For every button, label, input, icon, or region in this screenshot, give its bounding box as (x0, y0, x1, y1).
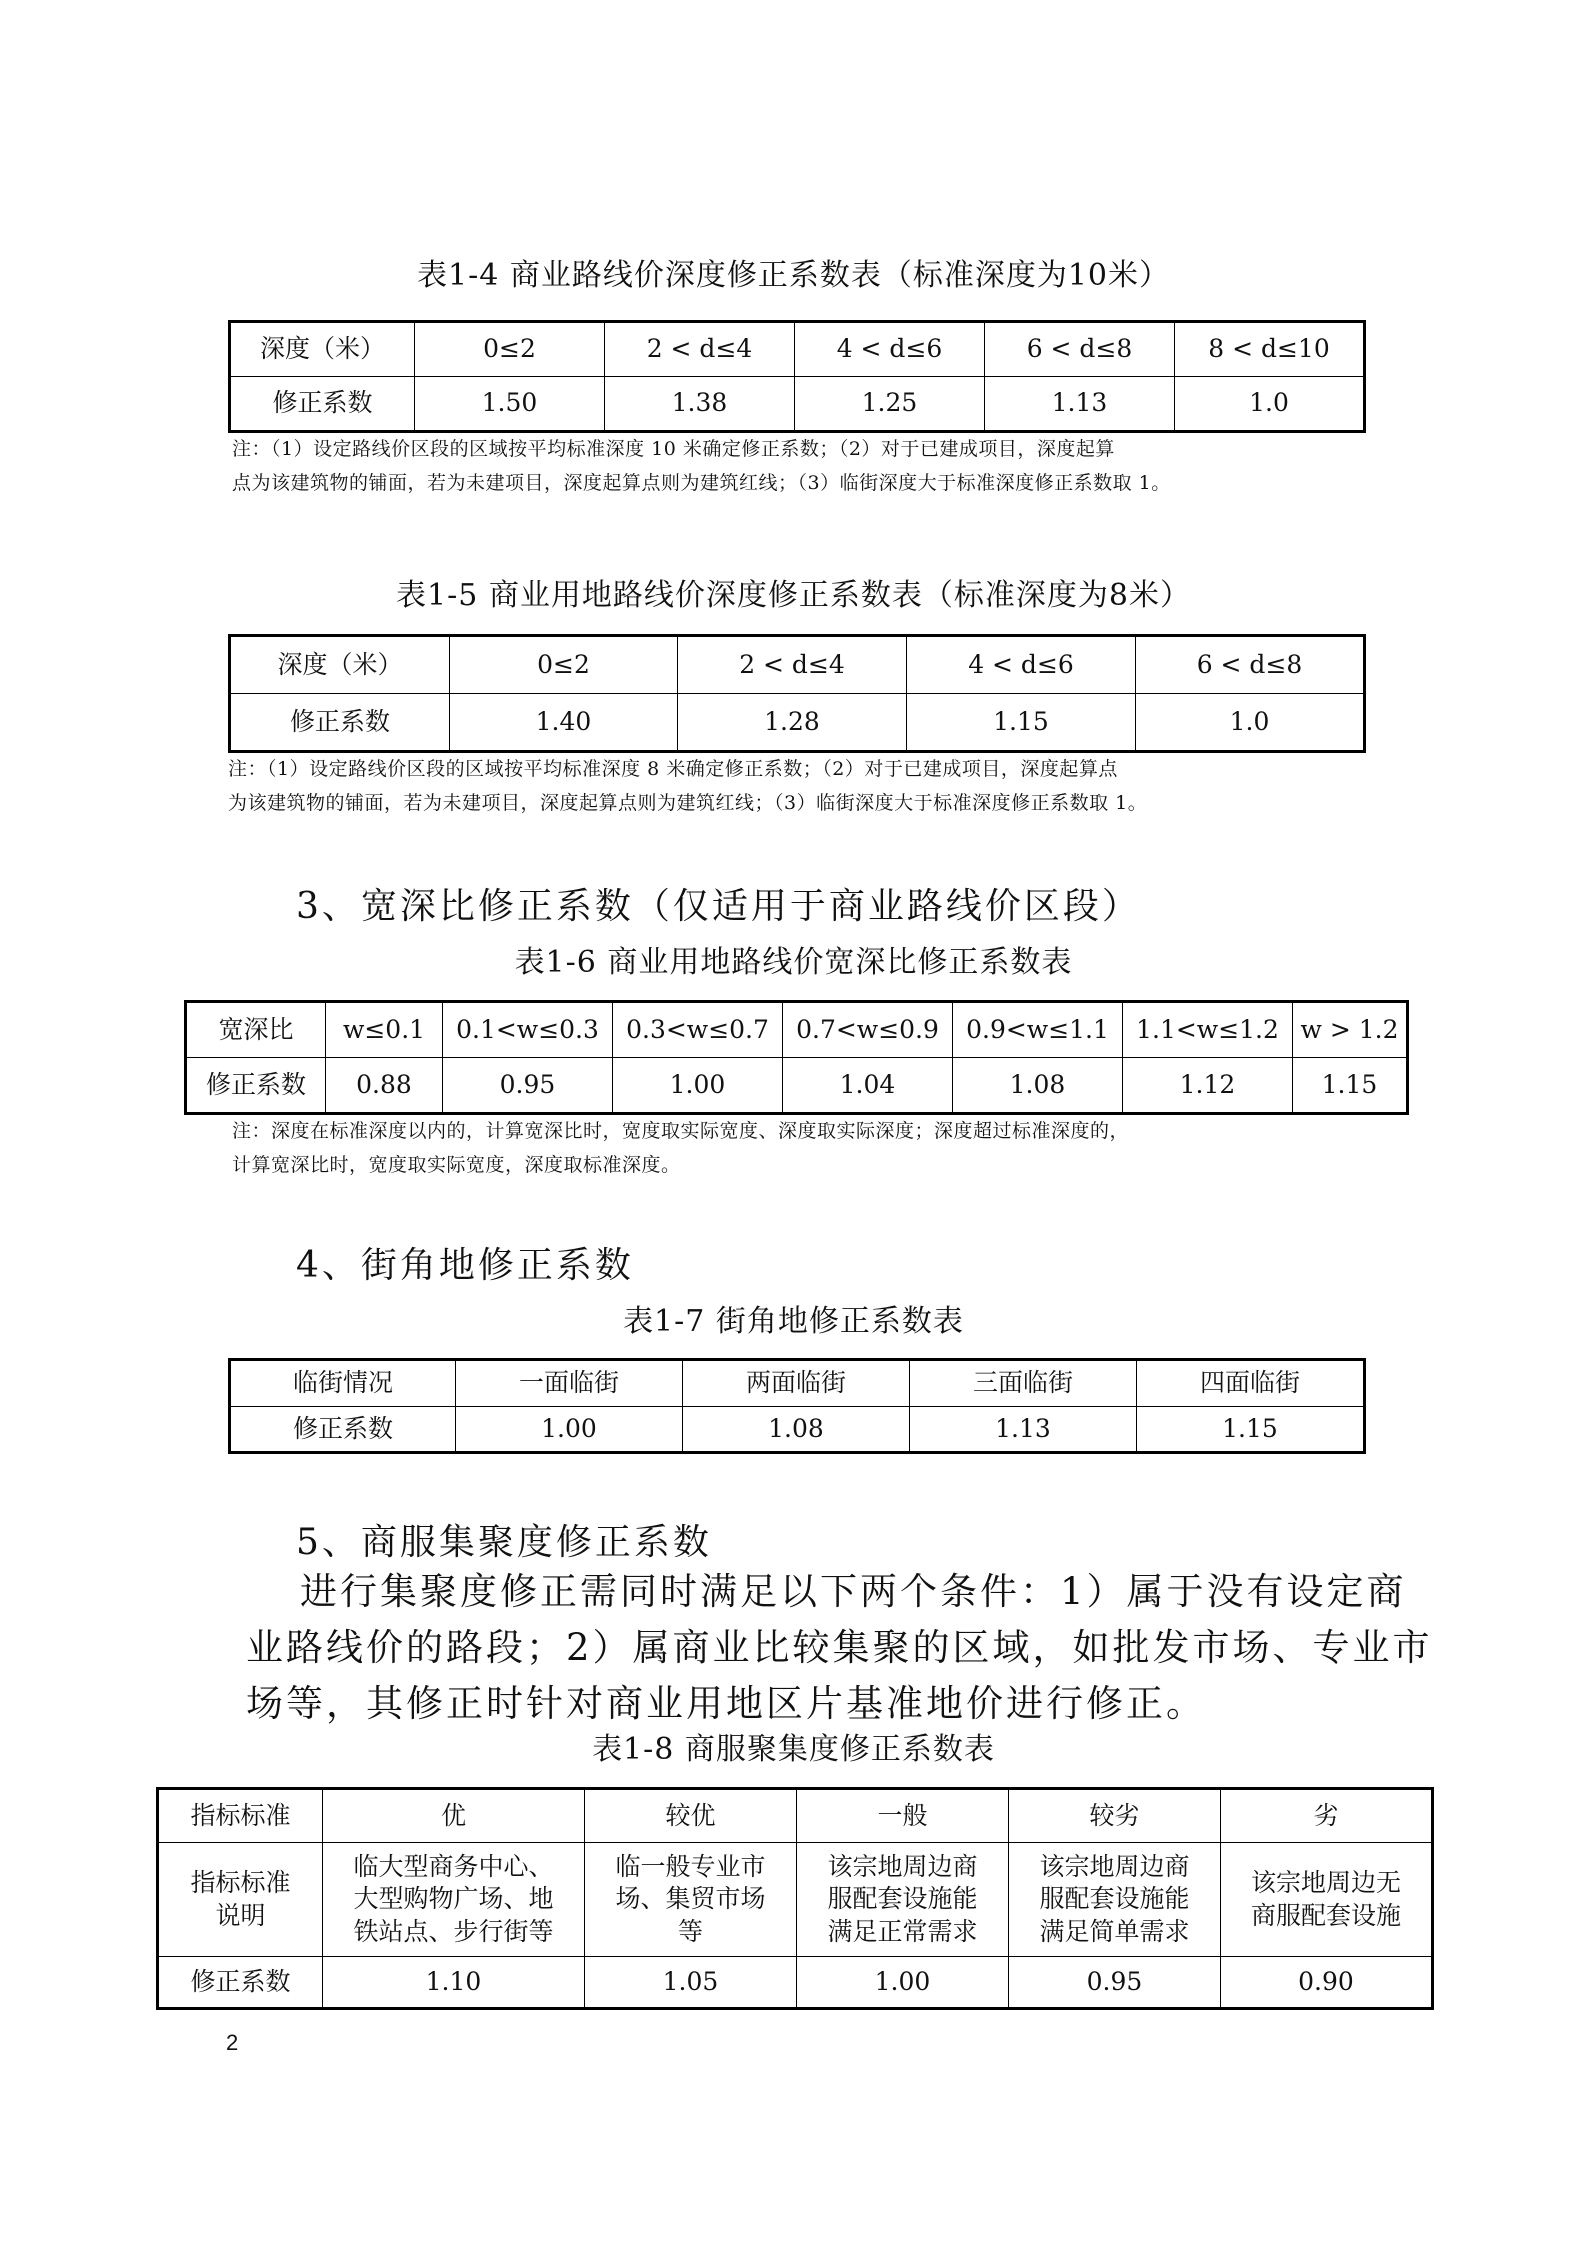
table-cell: 临街情况 (230, 1360, 456, 1407)
note-line: 为该建筑物的铺面，若为未建项目，深度起算点则为建筑红线；（3）临街深度大于标准深度修正系数取 1。 (228, 792, 1148, 814)
note-line: 点为该建筑物的铺面，若为未建项目，深度起算点则为建筑红线；（3）临街深度大于标准深度修正系数取 1。 (232, 472, 1171, 494)
table-cell: 一面临街 (456, 1360, 683, 1407)
cell-line: 临大型商务中心、 (353, 1851, 554, 1881)
table-cell: 1.00 (456, 1406, 683, 1453)
table-1-8 (156, 1787, 1434, 2010)
table-cell: 1.15 (907, 694, 1136, 752)
table-1-8-caption: 表1-8 商服聚集度修正系数表 (592, 1732, 995, 1767)
table-cell (323, 1843, 585, 1957)
table-cell: 1.15 (1137, 1406, 1365, 1453)
table-cell: 1.15 (1293, 1058, 1408, 1114)
table-cell: 0.95 (443, 1058, 613, 1114)
table-cell: 修正系数 (186, 1058, 326, 1114)
table-cell (158, 1843, 323, 1957)
section-3-heading: 3、宽深比修正系数（仅适用于商业路线价区段） (296, 886, 1141, 927)
note-line: 计算宽深比时，宽度取实际宽度，深度取标准深度。 (232, 1154, 681, 1176)
table-cell: 4 < d≤6 (795, 322, 985, 377)
cell-line: 该宗地周边无 (1250, 1868, 1401, 1897)
table-cell: 修正系数 (230, 377, 415, 432)
table-cell: 深度（米） (230, 636, 450, 694)
table-cell (1009, 1843, 1221, 1957)
table-cell: 1.13 (985, 377, 1175, 432)
table-cell: 1.08 (953, 1058, 1123, 1114)
table-cell: 宽深比 (186, 1002, 326, 1058)
cell-line: 说明 (215, 1900, 266, 1930)
table-cell: 0≤2 (450, 636, 678, 694)
table-cell: 2 < d≤4 (678, 636, 907, 694)
cell-line: 等 (677, 1916, 703, 1946)
table-cell: 1.0 (1175, 377, 1365, 432)
table-1-6-note (232, 1114, 1129, 1182)
table-cell: 1.1<w≤1.2 (1123, 1002, 1293, 1058)
table-cell: 1.04 (783, 1058, 953, 1114)
table-cell: 1.50 (415, 377, 605, 432)
cell-line: 该宗地周边商 (1039, 1851, 1190, 1881)
table-cell: 修正系数 (230, 694, 450, 752)
table-1-6-caption: 表1-6 商业用地路线价宽深比修正系数表 (514, 945, 1073, 980)
cell-line: 满足简单需求 (1039, 1916, 1190, 1946)
table-cell: 1.40 (450, 694, 678, 752)
note-line: 注：（1）设定路线价区段的区域按平均标准深度 10 米确定修正系数；（2）对于已建成项目，深度起算 (232, 438, 1115, 460)
cell-line: 服配套设施能 (827, 1884, 978, 1914)
table-cell: 0.9<w≤1.1 (953, 1002, 1123, 1058)
table-cell: 指标标准 (158, 1789, 323, 1843)
table-cell: 深度（米） (230, 322, 415, 377)
table-1-4-note (232, 432, 1171, 500)
table-cell (585, 1843, 797, 1957)
page-number: 2 (226, 2030, 239, 2055)
cell-line: 指标标准 (190, 1868, 291, 1897)
table-cell: 0.1<w≤0.3 (443, 1002, 613, 1058)
cell-line: 铁站点、步行街等 (353, 1916, 554, 1946)
paragraph-line: 业路线价的路段；2）属商业比较集聚的区域，如批发市场、专业市 (246, 1626, 1433, 1669)
paragraph-line: 场等，其修正时针对商业用地区片基准地价进行修正。 (246, 1682, 1206, 1725)
section-5-heading: 5、商服集聚度修正系数 (296, 1522, 712, 1563)
note-line: 注：深度在标准深度以内的，计算宽深比时，宽度取实际宽度、深度取实际深度；深度超过标准深度的， (232, 1120, 1130, 1142)
table-cell: 1.0 (1136, 694, 1365, 752)
table-cell: w≤0.1 (326, 1002, 443, 1058)
table-cell: w > 1.2 (1293, 1002, 1408, 1058)
table-cell: 2 < d≤4 (605, 322, 795, 377)
table-cell: 修正系数 (158, 1957, 323, 2009)
table-1-5 (228, 634, 1366, 753)
table-cell (797, 1843, 1009, 1957)
cell-line: 场、集贸市场 (615, 1884, 766, 1914)
table-cell: 劣 (1221, 1789, 1433, 1843)
cell-line: 满足正常需求 (827, 1916, 978, 1946)
table-cell: 优 (323, 1789, 585, 1843)
table-1-6 (184, 1000, 1409, 1115)
section-4-heading: 4、街角地修正系数 (296, 1245, 634, 1286)
table-cell: 6 < d≤8 (985, 322, 1175, 377)
table-cell: 较劣 (1009, 1789, 1221, 1843)
cell-line: 服配套设施能 (1039, 1884, 1190, 1914)
table-cell: 0.88 (326, 1058, 443, 1114)
table-cell: 1.10 (323, 1957, 585, 2009)
table-1-4-caption: 表1-4 商业路线价深度修正系数表（标准深度为10米） (416, 258, 1171, 293)
table-1-4 (228, 320, 1366, 433)
table-cell: 0≤2 (415, 322, 605, 377)
table-1-7 (228, 1358, 1366, 1454)
table-cell: 1.38 (605, 377, 795, 432)
table-cell: 四面临街 (1137, 1360, 1365, 1407)
table-cell: 1.25 (795, 377, 985, 432)
table-1-7-caption: 表1-7 街角地修正系数表 (623, 1304, 964, 1339)
cell-line: 该宗地周边商 (827, 1851, 978, 1881)
table-cell: 修正系数 (230, 1406, 456, 1453)
table-cell (1221, 1843, 1433, 1957)
table-cell: 较优 (585, 1789, 797, 1843)
cell-line: 临一般专业市 (615, 1851, 766, 1881)
table-1-5-caption: 表1-5 商业用地路线价深度修正系数表（标准深度为8米） (396, 578, 1191, 613)
section-5-paragraph (246, 1564, 1433, 1732)
paragraph-line: 进行集聚度修正需同时满足以下两个条件：1）属于没有设定商 (300, 1570, 1407, 1613)
table-cell: 4 < d≤6 (907, 636, 1136, 694)
cell-line: 商服配套设施 (1250, 1900, 1401, 1930)
table-cell: 两面临街 (683, 1360, 910, 1407)
table-cell: 1.08 (683, 1406, 910, 1453)
table-cell: 0.95 (1009, 1957, 1221, 2009)
table-cell: 0.7<w≤0.9 (783, 1002, 953, 1058)
table-cell: 1.00 (613, 1058, 783, 1114)
table-cell: 一般 (797, 1789, 1009, 1843)
table-cell: 1.05 (585, 1957, 797, 2009)
table-cell: 6 < d≤8 (1136, 636, 1365, 694)
table-cell: 1.13 (910, 1406, 1137, 1453)
table-cell: 0.90 (1221, 1957, 1433, 2009)
cell-line: 大型购物广场、地 (353, 1884, 554, 1914)
table-cell: 8 < d≤10 (1175, 322, 1365, 377)
table-cell: 1.00 (797, 1957, 1009, 2009)
table-cell: 1.12 (1123, 1058, 1293, 1114)
note-line: 注：（1）设定路线价区段的区域按平均标准深度 8 米确定修正系数；（2）对于已建成项目，深度起算点 (228, 758, 1118, 780)
table-cell: 三面临街 (910, 1360, 1137, 1407)
table-1-5-note (228, 752, 1147, 820)
table-cell: 1.28 (678, 694, 907, 752)
table-cell: 0.3<w≤0.7 (613, 1002, 783, 1058)
